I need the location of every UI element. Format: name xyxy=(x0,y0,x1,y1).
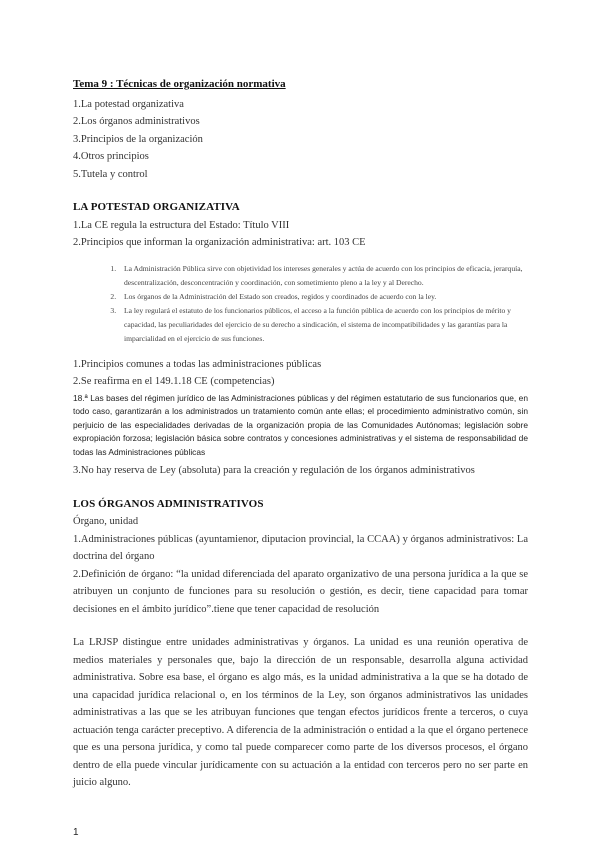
topic-index xyxy=(73,96,528,184)
organos-item-2: 2.Definición de órgano: “la unidad diferenciada del aparato organizativo de una persona jurídica a la que se atribuyen un conjunto de funciones para su resolución o gestión, es decir, tiene capacidad para tomar decisiones en el ámbito jurídico”.tiene que tener capacidad de resolución xyxy=(73,568,528,615)
page-number: 1 xyxy=(73,827,79,838)
article-103-list xyxy=(73,262,528,346)
constitution-quote: 18.ª Las bases del régimen jurídico de las Administraciones públicas y del régimen estatutario de sus funcionarios que, en todo caso, garantizarán a los administrados un tratamiento común ante ellas; el procedimiento administrativo común, sin perjuicio de las especialidades derivadas de la organización propia de las Comunidades Autónomas; legislación sobre expropiación forzosa; legislación básica sobre contratos y concesiones administrativas y el sistema de responsabilidad de todas las Administraciones públicas xyxy=(73,392,528,457)
section-line: 1.Principios comunes a todas las administraciones públicas xyxy=(73,358,322,370)
index-item: 3.Principios de la organización xyxy=(73,133,203,145)
section-heading-organos: LOS ÓRGANOS ADMINISTRATIVOS xyxy=(73,497,264,510)
section-heading-potestad: LA POTESTAD ORGANIZATIVA xyxy=(73,201,240,213)
index-item: 2.Los órganos administrativos xyxy=(73,116,200,127)
article-item: 1. La Administración Pública sirve con objetividad los intereses generales y actúa de acuerdo con los principios de eficacia, jerarquía, descentralización, desconcentración y coordinación, con sometimiento pleno a la ley y al Derecho. xyxy=(118,262,528,290)
index-item: 4.Otros principios xyxy=(73,151,149,162)
section-line: 2.Principios que informan la organización administrativa: art. 103 CE xyxy=(73,237,366,248)
organos-item-1: 1.Administraciones públicas (ayuntamienor, diputacion provincial, la CCAA) y órganos administrativos: La doctrina del órgano xyxy=(73,533,528,562)
section-line: 2.Se reafirma en el 149.1.18 CE (competencias) xyxy=(73,376,275,387)
lrjsp-paragraph: La LRJSP distingue entre unidades administrativas y órganos. La unidad es una reunión operativa de medios materiales y personales que, bajo la dirección de un responsable, desarrolla alguna actividad administrativa. Sobre esa base, el órgano es algo más, es la unidad administrativa a la que se ha dotado de una capacidad jurídica relacional o, en los términos de la Ley, son órganos administrativos las unidades administrativas a las que se les atribuyan funciones que tengan efectos jurídicos frente a terceros, o cuya actuación tenga carácter preceptivo. A diferencia de la administración o entidad a la que el órgano pertenece que es una persona jurídica, y como tal puede comparecer como parte de los diversos procesos, el órgano dentro de ella puede vincular jurídicamente con su actuación a la entidad con terceros pero no ser parte en juicio alguno. xyxy=(73,637,528,788)
document-title: Tema 9 : Técnicas de organización normativa xyxy=(73,78,286,90)
article-item: 3. La ley regulará el estatuto de los funcionarios públicos, el acceso a la función pública de acuerdo con los principios de mérito y capacidad, las peculiaridades del ejercicio de su derecho a sindicación, el sistema de incompatibilidades y las garantías para la imparcialidad en el ejercicio de sus funciones. xyxy=(118,304,528,346)
index-item: 1.La potestad organizativa xyxy=(73,98,184,110)
section-subheading: Órgano, unidad xyxy=(73,516,139,527)
section-line: 3.No hay reserva de Ley (absoluta) para la creación y regulación de los órganos administrativos xyxy=(73,465,475,476)
index-item: 5.Tutela y control xyxy=(73,168,148,180)
section-line: 1.La CE regula la estructura del Estado: Título VIII xyxy=(73,219,290,231)
article-item: 2. Los órganos de la Administración del Estado son creados, regidos y coordinados de acuerdo con la ley. xyxy=(118,290,528,304)
